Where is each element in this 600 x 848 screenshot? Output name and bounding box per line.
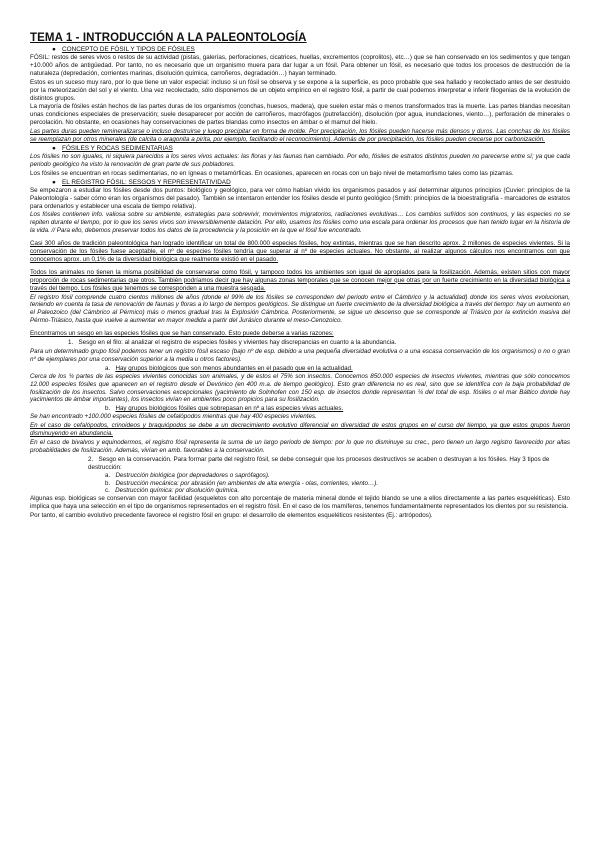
list-subitem-chemical <box>30 487 570 495</box>
paragraph-selective-preservation: Algunas esp. biológicas se conservan con mayor facilidad (esqueletos con alto porcentaje de materia mineral donde el tejido blando se une a ellos directamente a las partes esqueléticas). Esto implica que haya una selección en el tipo de organismos representados en el registro fósil. En el caso de los mamíferos, tenemos fundamentalmente representados los dientes por su resistencia. <box>30 495 570 511</box>
paragraph-fossil-information: Los fósiles contienen info. valiosa sobre su ambiente, estrategias para sobrevivir, movimientos migratorios, radiaciones evolutivas… Los cambios sufridos son continuos, y las especies no se repiten durante el tiempo, por lo que los seres vivos son irreversiblemente datación. Por ello, usamos los fósiles como una escala para ordenar los procesos que han tenido lugar en la historia de la vida. // Para ello, debemos preservar todos los datos de la procedencia y la posición en la que el fósil fue encontrado. <box>30 211 570 235</box>
list-item-label: Hay grupos biológicos que son menos abundantes en el pasado que en la actualidad. <box>115 364 353 372</box>
list-letter: b. <box>105 405 111 413</box>
paragraph-fossils-differ: Los fósiles no son iguales, ni siquiera parecidos a los seres vivos actuales: las floras y las faunas han cambiado. Por ello, fósiles de estratos distintos pueden no parecerse entre sí; ya que cada periodo geológico ha visto la renovación de gran parte de sus pobladores. <box>30 152 570 168</box>
section-heading-label: CONCEPTO DE FÓSIL Y TIPOS DE FÓSILES <box>62 46 195 53</box>
list-subitem-less-abundant <box>30 365 570 373</box>
bullet-icon: ● <box>52 178 56 186</box>
section-heading-fossil-record <box>30 179 570 187</box>
section-heading-label: FÓSILES Y ROCAS SEDIMENTARIAS <box>62 144 173 152</box>
list-item-label: Sesgo en la conservación. Para formar parte del registro fósil, se debe conseguir que los procesos destructivos se acaben o destruyan a los fósiles. Hay 3 tipos de destrucción: <box>88 455 550 471</box>
list-item-label: Destrucción química: por disolución química. <box>115 487 240 495</box>
list-subitem-more-abundant <box>30 405 570 413</box>
list-item-conservation-bias <box>30 456 570 472</box>
bullet-icon: ● <box>52 144 56 152</box>
list-item-label: Destrucción mecánica: por abrasión (en ambientes de alta energía - olas, corrientes, viento…). <box>115 479 379 487</box>
section-heading-label: EL REGISTRO FÓSIL: SESGOS Y REPRESENTATIVIDAD <box>62 178 231 186</box>
list-item-label: Sesgo en el filo: al analizar el registro de especies fósiles y vivientes hay discrepancias en cuanto a la abundancia. <box>78 339 397 347</box>
paragraph-species-count: Casi 300 años de tradición paleontológica han logrado identificar un total de 800.000 especies fósiles, hoy extintas, mientras que se han descrito aprox. 2 millones de especies vivientes. Si la conservación de los fósiles fuese aceptable, el nº de especies fósiles tendría que superar al nº de especies actuales. No obstante, al realizar algunos cálculos nos encontramos con que conocemos aprox. un 0,1% de la diversidad biológica que realmente existió en el pasado. <box>30 240 570 263</box>
list-item-label: Destrucción biológica (por depredadores o saprófagos). <box>115 471 270 479</box>
list-item-phylum-bias <box>30 339 570 347</box>
paragraph-diversity-growth: El registro fósil comprende cuatro cientos millones de años (donde el 99% de los fósiles se corresponden del periodo entre el Cámbrico y la actualidad) donde los seres vivos evolucionan, teniendo en cuenta la tasa de renovación de faunas y floras a lo largo de tiempos geológicos. Se distingue un fuerte crecimiento de la diversidad biológica a través del tiempo: hay un aumento en el Paleozoico (del Cámbrico al Pérmico) más o menos gradual tras la Explosión Cámbrica. Posteriormente, se sigue un descenso que se corresponde al Triásico por la extinción masiva del Pérmo-Triásico, hasta que vuelve a aumentar en mayor medida a partir del Jurásico durante el meso-Cenozoico. <box>30 293 570 325</box>
paragraph-preservation-bias: Todos los animales no tienen la misma posibilidad de conservarse como fósil, y tampoco todos los ambientes son igual de apropiados para la fosilización. Además, existen sitios con mayor proporción de rocas sedimentarias que otros. También podríamos decir que hay algunas zonas temporales que se conocen mejor que otras por un fuerte crecimiento en la diversidad biológica a través del tiempo. Los fósiles que tenemos se corresponden a una muestra sesgada. <box>30 268 570 292</box>
paragraph-remineralization: Las partes duras pueden remineralizarse o incluso destruirse y luego precipitar en forma de molde. Por precipitación, los fósiles pueden hacerse más densos y duros. Las conchas de los fósiles se reemplazan por otros minerales (de calcita o aragonita a pirita, por ejemplo, facilitando el reconocimiento). Además de por precipitación, los fósiles pueden crecerse por carbonización. <box>30 128 570 144</box>
list-subitem-biological <box>30 472 570 480</box>
paragraph-hard-parts: La mayoría de fósiles están hechos de las partes duras de los organismos (conchas, huesos, madera), que suelen estar más o menos transformados tras la muerte. Las partes blandas necesitan unas condiciones especiales de preservación; suele desaparecer por acción de carroñeros, macrófagos (putrefacción), disolución (por agua, inundaciones, viento…), perforación de minerales o percolación. No obstante, en ocasiones hay conservaciones de partes blandas como insectos en ámbar o el mamut del hielo. <box>30 103 570 127</box>
paragraph-bias-intro: Encontramos un sesgo en las especies fósiles que se han conservado. Esto puede deberse a varias razones: <box>30 330 334 338</box>
list-number: 2. <box>88 455 94 463</box>
paragraph-phylum-bias: Para un determinado grupo fósil podemos tener un registro fósil escaso (bajo nº de esp. debido a una pequeña diversidad evolutiva o a una escasa conservación de los organismos) o no o gran nº de ejemplares por una conservación superior a la media u otros factores). <box>30 348 570 363</box>
list-letter: a. <box>105 364 111 372</box>
bullet-icon: ● <box>52 46 56 53</box>
section-heading-sedimentary-rocks <box>30 145 570 153</box>
list-item-label: Hay grupos biológicos fósiles que sobrepasan en nº a las especies vivas actuales. <box>115 405 344 413</box>
list-letter: a. <box>105 471 111 479</box>
list-number: 1. <box>68 339 74 347</box>
paragraph-fossil-definition: FÓSIL: restos de seres vivos o restos de su actividad (pistas, galerías, perforaciones, cicatrices, huellas, excrementos (coprolitos), etc…) que se han conservado en los sedimentos y que tengan +10.000 años de antigüedad. Por tanto, no es necesario que un organismo muera para dar lugar a un fósil. Para obtener un fósil, es necesario que todos los procesos de destrucción de la naturaleza (depredación, corrientes marinas, disolución química, carroñeros, degradación…) hayan terminado. <box>30 54 570 77</box>
list-subitem-mechanical <box>30 480 570 488</box>
paragraph-conclusion: Por tanto, el cambio evolutivo precedente favorece el registro fósil en grupo: el desarrollo de elementos esqueléticos resistentes (Ej.: artrópodos). <box>30 512 433 520</box>
list-letter: c. <box>105 487 110 495</box>
page-title: TEMA 1 - INTRODUCCIÓN A LA PALEONTOLOGÍA <box>30 32 307 44</box>
paragraph-study-origins: Se empezaron a estudiar los fósiles desde dos puntos: biológico y geológico, para ver cómo habían vivido los organismos pasados y así determinar algunos principios (Cuvier: principios de la Paleontología - saber cómo eran los organismos del pasado). También se intentaron entender los fósiles desde el punto geológico (Smith: principios de la bioestratigrafía - marcadores de estratos para ordenarlos y establecer una escala de tiempo relativa). <box>30 186 570 210</box>
paragraph-cephalopods: Se han encontrado +100.000 especies fósiles de cefalópodos mientras que hay 400 especies vivientes. <box>30 413 317 421</box>
paragraph-insects: Cerca de los ¾ partes de las especies vivientes conocidas son animales, y de estos el 75% son insectos. Conocemos 850.000 especies de insectos vivientes, mientras que sólo conocemos 12.000 especies fósiles que aparecen en el registro desde el Devónico (en 400 m.a. de tiempo geológico). Esto gran diferencia no es real, sino que se identifica con la baja probabilidad de fosilización de los insectos. Salvo conservaciones excepcionales (yacimiento de Solnhofen con 150 esp. de insectos donde representan ¼ del total de esp. fósiles o el mar Báltico donde hay yacimientos de ámbar importantes), los insectos vivían en ambientes poco propicios para su fosilización. <box>30 372 570 404</box>
paragraph-rock-types: Los fósiles se encuentran en rocas sedimentarias, no en ígneas o metamórficas. En ocasiones, aparecen en rocas con un bajo nivel de metamorfismo tales como las pizarras. <box>30 169 514 177</box>
paragraph-crinoids: En el caso de cefalópodos, crinoideos y braquiópodos se debe a un decrecimiento evolutivo diferencial en diversidad de estos grupos en el curso del tiempo, ya que estos grupos fueron disminuyendo en abundancia. <box>30 422 570 438</box>
section-heading-fossil-concept <box>30 46 570 54</box>
paragraph-bivalves: En el caso de bivalvos y equinodermos, el registro fósil representa la suma de un largo periodo de tiempo: por lo que no disminuye su crec., pero tienen un largo registro favorecido por altas probabilidades de fosilización. Además, vivían en amb. favorables a la conservación. <box>30 438 570 454</box>
paragraph-fossil-rarity: Estos es un suceso muy raro, por lo que tiene un valor especial: incluso si un fósil se observa y se expone a la superficie, es poco probable que sea hallado y recolectado antes de ser destruido por la meteorización del sol y el viento. Una vez recolectado, sólo disponemos de un objeto empírico en el registro fósil, a partir de cual podemos interpretar e inferir filogenias de la evolución de distintos grupos. <box>30 78 570 102</box>
list-letter: b. <box>105 479 111 487</box>
